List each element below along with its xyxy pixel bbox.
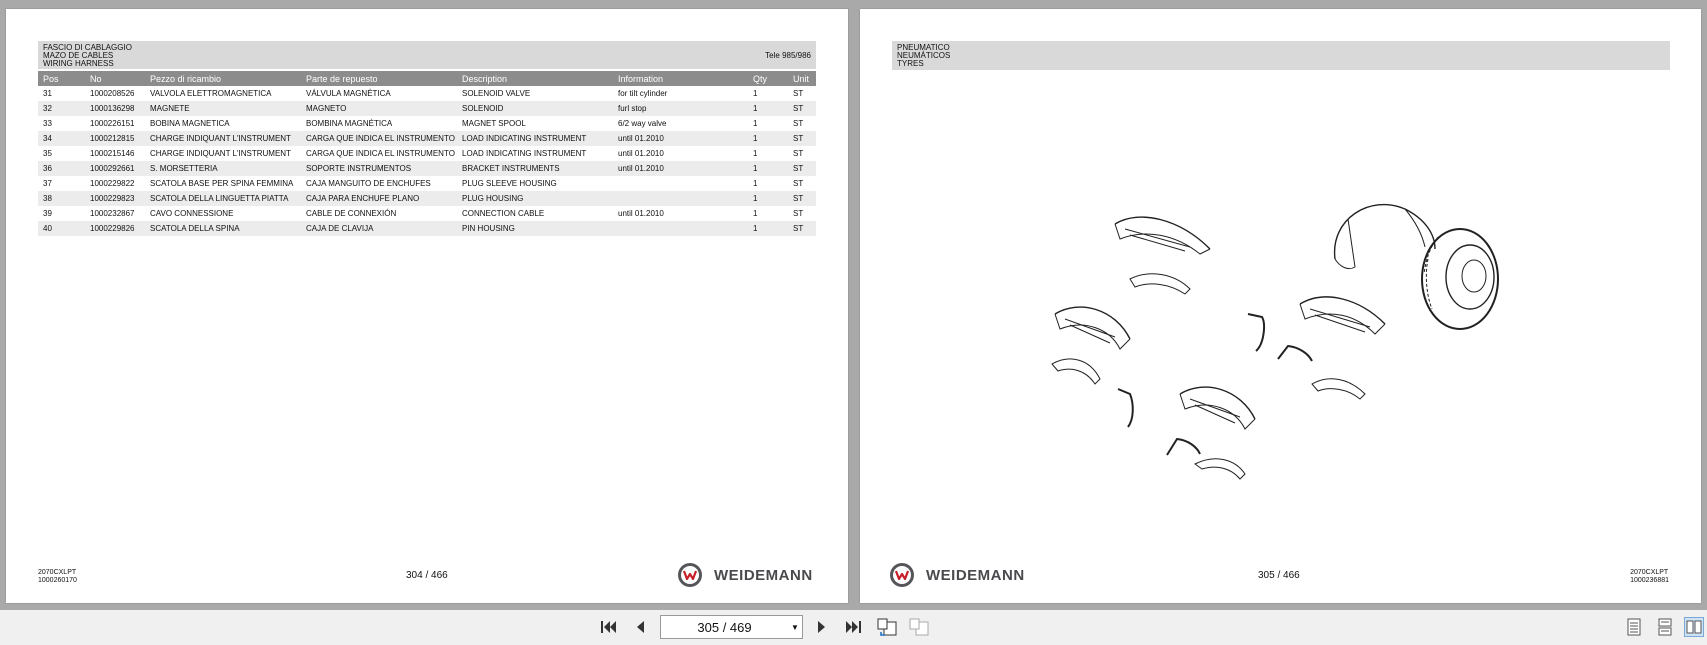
page-number-field[interactable] (660, 615, 803, 639)
cell-no: 1000215146 (90, 149, 135, 158)
cell-pezzo: CAVO CONNESSIONE (150, 209, 234, 218)
page-number-value[interactable]: 305 / 469 (697, 619, 752, 635)
section-title-it: FASCIO DI CABLAGGIO (43, 43, 132, 52)
cell-description: PLUG SLEEVE HOUSING (462, 179, 557, 188)
cell-pezzo: SCATOLA DELLA SPINA (145, 221, 301, 236)
rotate-view-disabled-icon[interactable] (908, 617, 930, 637)
cell-description: LOAD INDICATING INSTRUMENT (457, 131, 613, 146)
table-row (38, 116, 816, 131)
first-page-icon[interactable] (599, 617, 619, 637)
weidemann-emblem-icon (678, 563, 702, 587)
cell-information: for tilt cylinder (618, 89, 668, 98)
cell-qty: 1 (748, 161, 788, 176)
cell-parte: CABLE DE CONNEXIÓN (306, 209, 397, 218)
weidemann-emblem-icon (890, 563, 914, 587)
last-page-icon[interactable] (843, 617, 863, 637)
brand-name: WEIDEMANN (714, 566, 813, 584)
table-row (38, 86, 816, 101)
cell-parte: VÁLVULA MAGNÉTICA (306, 89, 391, 98)
cell-unit: ST (788, 191, 816, 206)
cell-qty: 1 (753, 89, 758, 98)
cell-qty: 1 (753, 209, 758, 218)
cell-parte: SOPORTE INSTRUMENTOS (301, 161, 457, 176)
cell-pezzo: S. MORSETTERIA (145, 161, 301, 176)
cell-parte: CARGA QUE INDICA EL INSTRUMENTO (306, 149, 455, 158)
cell-information: until 01.2010 (618, 209, 664, 218)
cell-pos: 34 (38, 131, 85, 146)
cell-unit: ST (793, 179, 804, 188)
cell-description: LOAD INDICATING INSTRUMENT (462, 149, 587, 158)
single-page-view-icon[interactable] (1624, 617, 1644, 637)
cell-no: 1000229826 (85, 221, 145, 236)
cell-unit: ST (793, 149, 804, 158)
cell-no: 1000232867 (90, 209, 135, 218)
cell-pezzo: CHARGE INDIQUANT L'INSTRUMENT (145, 131, 301, 146)
viewer-toolbar (0, 610, 1707, 645)
col-header-pezzo: Pezzo di ricambio (145, 71, 301, 86)
cell-pezzo: BOBINA MAGNETICA (150, 119, 230, 128)
cell-unit: ST (793, 119, 804, 128)
section-titles (43, 44, 132, 68)
model-label: Tele 985/986 (765, 51, 811, 60)
continuous-view-icon[interactable] (1655, 617, 1675, 637)
cell-qty: 1 (753, 119, 758, 128)
next-page-icon[interactable] (812, 617, 832, 637)
footer-doc-number: 1000236881 (1630, 577, 1669, 584)
page-number: 304 / 466 (406, 570, 448, 581)
cell-qty: 1 (748, 221, 788, 236)
brand-name: WEIDEMANN (926, 566, 1025, 584)
cell-parte: CAJA PARA ENCHUFE PLANO (301, 191, 457, 206)
col-header-unit: Unit (788, 71, 816, 86)
cell-description: SOLENOID (457, 101, 613, 116)
cell-parte: MAGNETO (301, 101, 457, 116)
cell-pos: 39 (43, 209, 52, 218)
cell-pos: 33 (43, 119, 52, 128)
chevron-down-icon[interactable]: ▼ (791, 622, 799, 632)
col-header-no: No (85, 71, 145, 86)
cell-pos: 35 (43, 149, 52, 158)
cell-unit: ST (788, 161, 816, 176)
cell-parte: BOMBINA MAGNÉTICA (306, 119, 393, 128)
two-page-view-icon[interactable] (1684, 617, 1704, 637)
cell-information (613, 191, 748, 206)
cell-description: PIN HOUSING (457, 221, 613, 236)
cell-unit: ST (793, 209, 804, 218)
section-header-band (38, 41, 816, 69)
cell-qty: 1 (748, 101, 788, 116)
cell-pezzo: VALVOLA ELETTROMAGNETICA (150, 89, 272, 98)
table-row (38, 221, 816, 236)
cell-description: SOLENOID VALVE (462, 89, 531, 98)
left-page (6, 9, 848, 603)
footer-model-code: 2070CXLPT (1630, 569, 1669, 576)
weidemann-logo (890, 563, 1025, 587)
cell-no: 1000229823 (85, 191, 145, 206)
cell-qty: 1 (753, 179, 758, 188)
cell-pos: 32 (38, 101, 85, 116)
cell-description: CONNECTION CABLE (462, 209, 545, 218)
cell-no: 1000292661 (85, 161, 145, 176)
cell-pezzo: SCATOLA BASE PER SPINA FEMMINA (150, 179, 294, 188)
cell-description: BRACKET INSTRUMENTS (457, 161, 613, 176)
prev-page-icon[interactable] (630, 617, 650, 637)
cell-no: 1000226151 (90, 119, 135, 128)
cell-pos: 40 (38, 221, 85, 236)
rotate-view-icon[interactable] (876, 617, 898, 637)
cell-parte: CAJA MANGUITO DE ENCHUFES (306, 179, 431, 188)
cell-qty: 1 (748, 131, 788, 146)
cell-qty: 1 (753, 149, 758, 158)
cell-qty: 1 (748, 191, 788, 206)
cell-information: until 01.2010 (618, 149, 664, 158)
section-title-es: MAZO DE CABLES (43, 51, 114, 60)
cell-unit: ST (788, 131, 816, 146)
footer-doc-number: 1000260170 (38, 577, 77, 584)
table-header-row (38, 71, 816, 86)
cell-pos: 36 (38, 161, 85, 176)
table-row (38, 146, 816, 161)
table-row (38, 176, 816, 191)
cell-no: 1000208526 (90, 89, 135, 98)
cell-information (613, 176, 748, 191)
cell-information: 6/2 way valve (618, 119, 667, 128)
cell-description: PLUG HOUSING (457, 191, 613, 206)
cell-unit: ST (788, 221, 816, 236)
footer-code-block (38, 569, 77, 585)
table-row (38, 206, 816, 221)
cell-pezzo: SCATOLA DELLA LINGUETTA PIATTA (145, 191, 301, 206)
tyre-exploded-diagram (1030, 149, 1530, 519)
cell-no: 1000229822 (90, 179, 135, 188)
cell-no: 1000212815 (85, 131, 145, 146)
cell-description: MAGNET SPOOL (462, 119, 526, 128)
right-page (860, 9, 1701, 603)
cell-pos: 38 (38, 191, 85, 206)
col-header-qty: Qty (748, 71, 788, 86)
cell-information: until 01.2010 (613, 161, 748, 176)
section-title-en: TYRES (897, 59, 924, 68)
section-titles (897, 44, 950, 68)
parts-table (38, 71, 816, 236)
cell-pezzo: MAGNETE (145, 101, 301, 116)
weidemann-logo (678, 563, 813, 587)
cell-unit: ST (788, 101, 816, 116)
footer-code-block (1630, 569, 1669, 585)
cell-parte: CAJA DE CLAVIJA (301, 221, 457, 236)
section-header-band (892, 41, 1670, 70)
col-header-information: Information (613, 71, 748, 86)
table-row (38, 131, 816, 146)
cell-information: until 01.2010 (613, 131, 748, 146)
cell-no: 1000136298 (85, 101, 145, 116)
cell-parte: CARGA QUE INDICA EL INSTRUMENTO (301, 131, 457, 146)
table-row (38, 101, 816, 116)
col-header-description: Description (457, 71, 613, 86)
section-title-en: WIRING HARNESS (43, 59, 114, 68)
cell-information: furl stop (613, 101, 748, 116)
page-number: 305 / 466 (1258, 570, 1300, 581)
cell-information (613, 221, 748, 236)
col-header-pos: Pos (38, 71, 85, 86)
col-header-parte: Parte de repuesto (301, 71, 457, 86)
section-title-es: NEUMÁTICOS (897, 51, 951, 60)
table-row (38, 191, 816, 206)
cell-pezzo: CHARGE INDIQUANT L'INSTRUMENT (150, 149, 291, 158)
cell-pos: 37 (43, 179, 52, 188)
cell-unit: ST (793, 89, 804, 98)
section-title-it: PNEUMATICO (897, 43, 950, 52)
footer-model-code: 2070CXLPT (38, 569, 77, 576)
cell-pos: 31 (43, 89, 52, 98)
table-row (38, 161, 816, 176)
